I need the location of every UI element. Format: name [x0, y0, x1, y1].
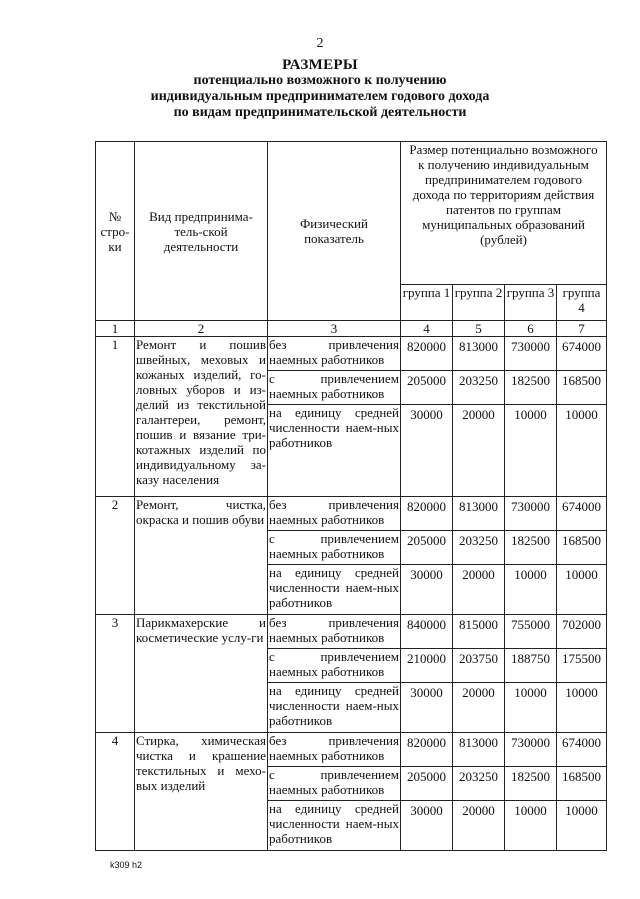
- header-group-3: группа 3: [505, 285, 557, 321]
- income-value-group-3: 10000: [505, 565, 557, 615]
- income-value-group-1: 820000: [401, 733, 453, 767]
- physical-indicator: без привлечения наемных работников: [268, 337, 401, 371]
- table-row: [96, 497, 607, 531]
- income-value-group-2: 203250: [453, 371, 505, 405]
- title-line-3: индивидуальным предпринимателем годового дохода: [150, 89, 490, 104]
- title-line-2: потенциально возможного к получению: [193, 73, 447, 88]
- row-number: 4: [96, 733, 135, 851]
- physical-indicator: на единицу средней численности наем-ных работников: [268, 801, 401, 851]
- income-value-group-4: 10000: [557, 683, 607, 733]
- document-title: [0, 57, 640, 121]
- row-number: 2: [96, 497, 135, 615]
- income-value-group-4: 10000: [557, 801, 607, 851]
- physical-indicator: без привлечения наемных работников: [268, 733, 401, 767]
- income-value-group-1: 205000: [401, 767, 453, 801]
- income-value-group-2: 20000: [453, 801, 505, 851]
- activity-kind: Ремонт, чистка, окраска и пошив обуви: [135, 497, 268, 615]
- physical-indicator: без привлечения наемных работников: [268, 497, 401, 531]
- income-value-group-2: 20000: [453, 565, 505, 615]
- income-value-group-1: 840000: [401, 615, 453, 649]
- income-table: [95, 141, 607, 851]
- income-value-group-3: 10000: [505, 683, 557, 733]
- income-value-group-1: 210000: [401, 649, 453, 683]
- activity-kind: Ремонт и пошив швейных, меховых и кожаных изделий, го-ловных уборов и из-делий из текстильной галантереи, ремонт, пошив и вязание три-котажных изделий по индивидуальному за-казу населения: [135, 337, 268, 497]
- column-number-1: 1: [96, 321, 135, 337]
- column-number-3: 3: [268, 321, 401, 337]
- income-value-group-4: 175500: [557, 649, 607, 683]
- income-value-group-3: 188750: [505, 649, 557, 683]
- physical-indicator: с привлечением наемных работников: [268, 649, 401, 683]
- income-value-group-3: 755000: [505, 615, 557, 649]
- income-value-group-3: 182500: [505, 531, 557, 565]
- column-number-7: 7: [557, 321, 607, 337]
- income-value-group-3: 730000: [505, 497, 557, 531]
- activity-kind: Парикмахерские и косметические услу-ги: [135, 615, 268, 733]
- income-value-group-4: 674000: [557, 733, 607, 767]
- income-value-group-3: 10000: [505, 801, 557, 851]
- income-value-group-4: 168500: [557, 767, 607, 801]
- income-value-group-2: 203250: [453, 531, 505, 565]
- income-value-group-1: 820000: [401, 497, 453, 531]
- income-value-group-3: 182500: [505, 371, 557, 405]
- title-line-4: по видам предпринимательской деятельности: [173, 105, 467, 120]
- income-value-group-3: 182500: [505, 767, 557, 801]
- income-value-group-2: 203750: [453, 649, 505, 683]
- header-activity-kind: Вид предпринима-тель-ской деятельности: [135, 142, 268, 321]
- title-line-1: РАЗМЕРЫ: [282, 57, 358, 73]
- header-physical-indicator: Физический показатель: [268, 142, 401, 321]
- header-group-1: группа 1: [401, 285, 453, 321]
- income-value-group-3: 10000: [505, 405, 557, 497]
- income-value-group-1: 205000: [401, 531, 453, 565]
- row-number: 3: [96, 615, 135, 733]
- income-value-group-2: 20000: [453, 683, 505, 733]
- income-value-group-4: 10000: [557, 565, 607, 615]
- row-number: 1: [96, 337, 135, 497]
- physical-indicator: с привлечением наемных работников: [268, 531, 401, 565]
- column-number-5: 5: [453, 321, 505, 337]
- income-value-group-2: 813000: [453, 733, 505, 767]
- income-value-group-3: 730000: [505, 337, 557, 371]
- income-value-group-1: 30000: [401, 405, 453, 497]
- income-value-group-2: 813000: [453, 337, 505, 371]
- income-value-group-4: 168500: [557, 531, 607, 565]
- column-number-4: 4: [401, 321, 453, 337]
- table-row: [96, 615, 607, 649]
- income-value-group-2: 20000: [453, 405, 505, 497]
- column-number-6: 6: [505, 321, 557, 337]
- income-value-group-1: 30000: [401, 565, 453, 615]
- header-group-4: группа 4: [557, 285, 607, 321]
- header-row-number: № стро-ки: [96, 142, 135, 321]
- physical-indicator: на единицу средней численности наем-ных работников: [268, 683, 401, 733]
- income-value-group-4: 10000: [557, 405, 607, 497]
- income-value-group-1: 205000: [401, 371, 453, 405]
- income-value-group-2: 813000: [453, 497, 505, 531]
- income-value-group-3: 730000: [505, 733, 557, 767]
- physical-indicator: без привлечения наемных работников: [268, 615, 401, 649]
- physical-indicator: на единицу средней численности наем-ных работников: [268, 565, 401, 615]
- income-value-group-4: 674000: [557, 337, 607, 371]
- income-value-group-2: 203250: [453, 767, 505, 801]
- physical-indicator: с привлечением наемных работников: [268, 767, 401, 801]
- table-row: [96, 337, 607, 371]
- income-value-group-2: 815000: [453, 615, 505, 649]
- column-number-2: 2: [135, 321, 268, 337]
- income-value-group-1: 30000: [401, 683, 453, 733]
- income-value-group-1: 30000: [401, 801, 453, 851]
- table-row: [96, 733, 607, 767]
- header-group-2: группа 2: [453, 285, 505, 321]
- page-number: 2: [316, 36, 324, 51]
- physical-indicator: с привлечением наемных работников: [268, 371, 401, 405]
- header-income-size: Размер потенциально возможного к получению индивидуальным предпринимателем годового дохода по территориям действия патентов по группам муниципальных образований (рублей): [401, 142, 607, 285]
- activity-kind: Стирка, химическая чистка и крашение текстильных и мехо-вых изделий: [135, 733, 268, 851]
- income-value-group-4: 168500: [557, 371, 607, 405]
- income-value-group-4: 702000: [557, 615, 607, 649]
- income-value-group-1: 820000: [401, 337, 453, 371]
- footer-code: k309 h2: [110, 860, 143, 870]
- physical-indicator: на единицу средней численности наем-ных работников: [268, 405, 401, 497]
- income-value-group-4: 674000: [557, 497, 607, 531]
